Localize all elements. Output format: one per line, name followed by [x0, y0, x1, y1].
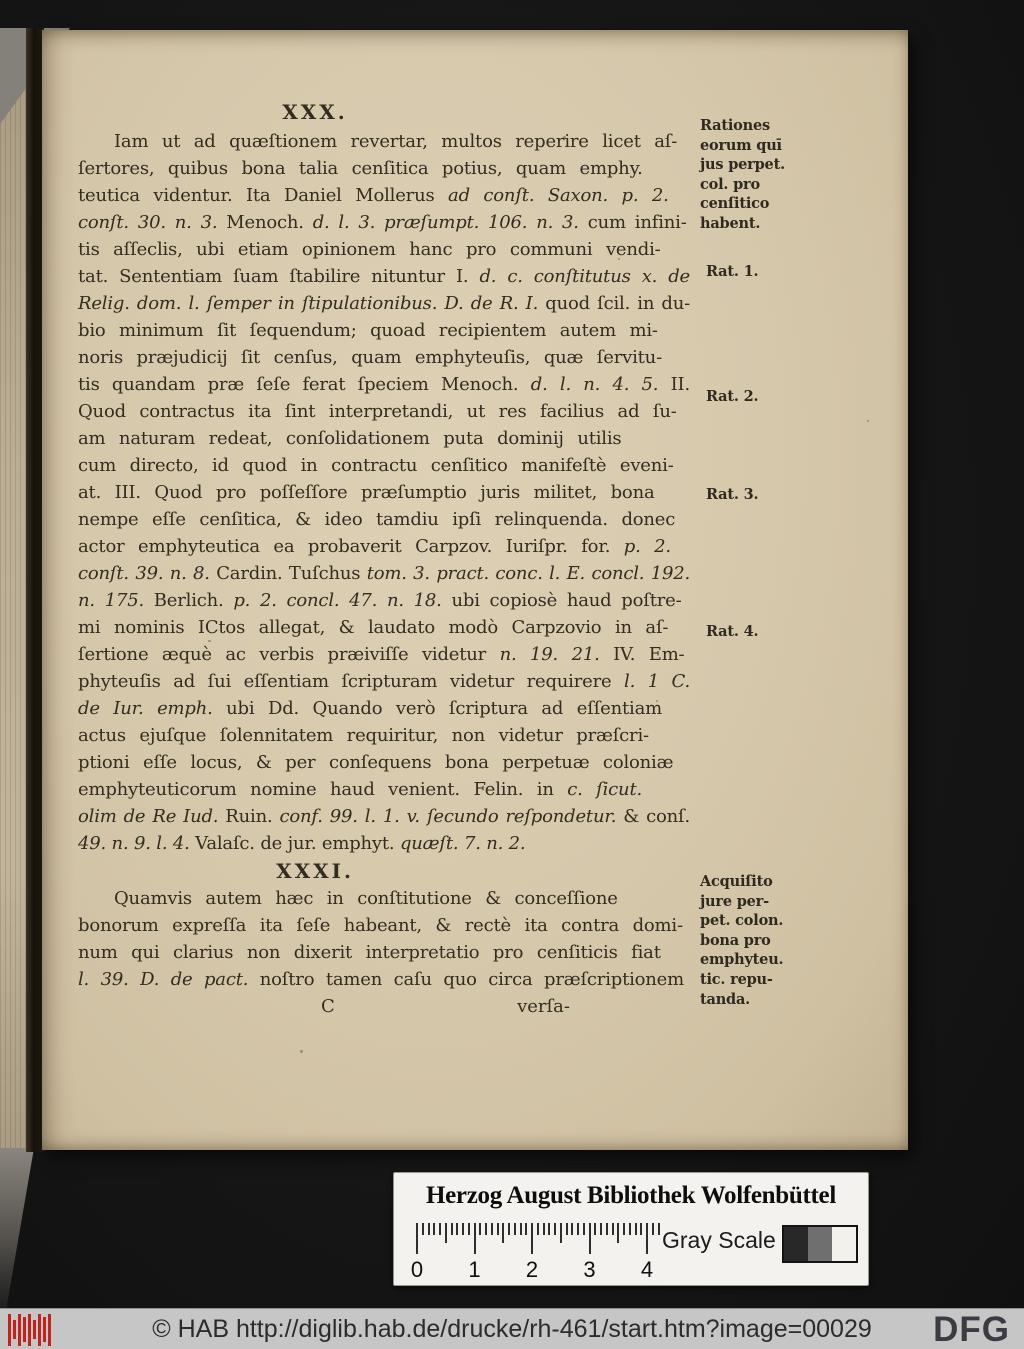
margin-note-line: cenſitico: [700, 195, 770, 213]
printed-text-block: [78, 96, 690, 1020]
text-line: phyteuſis ad ſui eſſentiam ſcripturam videtur requirere l. 1 C.: [78, 671, 690, 692]
margin-note-acquisito: [700, 872, 810, 1009]
text-line: 49. n. 9. l. 4. Valaſc. de jur. emphyt. quæſt. 7. n. 2.: [78, 833, 526, 854]
library-scale-plate: [393, 1172, 869, 1286]
signature-mark: C: [321, 996, 335, 1017]
gray-scale-patches: [782, 1225, 858, 1263]
section-heading-xxx: XXX.: [282, 100, 348, 124]
margin-note-line: col. pro: [700, 175, 760, 193]
text-line: mi nominis ICtos allegat, & laudato modò Carpzovio in aſ-: [78, 617, 669, 638]
ruler-ticks: [416, 1223, 671, 1257]
text-line: bonorum expreſſa ita ſeſe habeant, & rectè ita contra domi-: [78, 915, 683, 936]
color-registration-mark: [8, 1309, 51, 1349]
text-line: num qui clarius non dixerit interpretatio pro cenſiticis fiat: [78, 942, 661, 963]
viewer-footer-bar: [0, 1308, 1024, 1349]
text-line: de Iur. emph. ubi Dd. Quando verò ſcriptura ad eſſentiam: [78, 698, 662, 719]
margin-note-rationes: [700, 116, 810, 234]
text-line: l. 39. D. de pact. noſtro tamen caſu quo circa præſcriptionem: [78, 969, 685, 990]
text-line: n. 175. Berlich. p. 2. concl. 47. n. 18. ubi copiosè haud poſtre-: [78, 590, 682, 611]
gray-patch: [832, 1227, 856, 1261]
margin-note-line: emphyteu.: [700, 951, 784, 969]
margin-note-line: pet. colon.: [700, 912, 784, 930]
paragraph-xxx: [78, 128, 690, 857]
margin-note-line: Rationes: [700, 117, 770, 134]
signature-line: [78, 993, 690, 1020]
margin-note-line: bona pro: [700, 931, 771, 949]
text-line: bio minimum ſit ſequendum; quoad recipientem autem mi-: [78, 320, 658, 341]
margin-note-line: eorum quī: [700, 136, 782, 154]
margin-note-line: habent.: [700, 214, 761, 232]
gray-scale-label: Gray Scale: [662, 1227, 776, 1253]
catchword: verſa-: [517, 996, 570, 1017]
paper-speck: [867, 420, 869, 422]
margin-note-line: tanda.: [700, 990, 751, 1008]
text-line: Quamvis autem hæc in conſtitutione & conceſſione: [114, 888, 618, 909]
ruler-number: 1: [468, 1257, 481, 1282]
text-line: at. III. Quod pro poſſeſſore præſumptio juris militet, bona: [78, 482, 655, 503]
text-line: ptioni eſſe locus, & per conſequens bona perpetuæ coloniæ: [78, 752, 674, 773]
text-line: tis aſſeclis, ubi etiam opinionem hanc pro communi vendi-: [78, 239, 661, 260]
text-line: nempe eſſe cenſitica, & ideo tamdiu ipſi relinquenda. donec: [78, 509, 676, 530]
section-heading-xxxi: XXXI.: [276, 859, 354, 883]
text-line: olim de Re Iud. Ruin. conf. 99. l. 1. v. ſecundo reſpondetur. & conſ.: [78, 806, 690, 827]
margin-note-line: jure per-: [700, 892, 769, 910]
text-line: teutica videntur. Ita Daniel Mollerus ad conſt. Saxon. p. 2.: [78, 185, 669, 206]
text-line: conſt. 39. n. 8. Cardin. Tuſchus tom. 3. pract. conc. l. E. concl. 192.: [78, 563, 691, 584]
margin-note-rat-4: Rat. 4.: [706, 623, 759, 640]
paragraph-xxxi: [78, 885, 690, 993]
text-line: Quod contractus ita ſint interpretandi, ut res facilius ad ſu-: [78, 401, 677, 422]
text-line: conſt. 30. n. 3. Menoch. d. l. 3. præſumpt. 106. n. 3. cum infini-: [78, 212, 687, 233]
ruler-number: 3: [583, 1257, 596, 1282]
margin-note-rat-2: Rat. 2.: [706, 388, 759, 405]
text-line: noris præjudicij ſit cenſus, quam emphyteuſis, quæ ſervitu-: [78, 347, 662, 368]
paper-speck: [300, 1050, 303, 1053]
gray-patch: [808, 1227, 832, 1261]
ruler-numbers: [410, 1257, 671, 1282]
ruler-number: 2: [525, 1257, 539, 1282]
gray-patch: [784, 1227, 808, 1261]
margin-note-line: Acquiſito: [700, 873, 773, 890]
scan-cradle-bottom: [0, 1148, 34, 1310]
margin-note-line: jus perpet.: [700, 156, 785, 174]
dfg-logo: DFG: [933, 1310, 1010, 1349]
text-line: am naturam redeat, conſolidationem puta dominij utilis: [78, 428, 622, 449]
ruler-number: 4: [640, 1257, 654, 1282]
text-line: ſertores, quibus bona talia cenſitica potius, quam emphy.: [78, 158, 643, 179]
text-line: ſertione æquè ac verbis præiviſſe videtur n. 19. 21. IV. Em-: [78, 644, 685, 665]
margin-note-line: tic. repu-: [700, 970, 773, 988]
text-line: Relig. dom. l. ſemper in ſtipulationibus. D. de R. I. quod ſcil. in du-: [78, 293, 690, 314]
ruler-number: 0: [410, 1257, 424, 1282]
text-line: tat. Sententiam ſuam ſtabilire nituntur I. d. c. conſtitutus x. de: [78, 266, 690, 287]
text-line: Iam ut ad quæſtionem revertar, multos reperire licet aſ-: [114, 131, 678, 152]
text-line: tis quandam præ ſeſe ferat ſpeciem Menoch. d. l. n. 4. 5. II.: [78, 374, 690, 395]
text-line: actus ejuſque ſolennitatem requiritur, non videtur præſcri-: [78, 725, 649, 746]
margin-note-rat-1: Rat. 1.: [706, 263, 759, 280]
library-name-label: Herzog August Bibliothek Wolfenbüttel: [425, 1182, 836, 1209]
copyright-url-text: © HAB http://diglib.hab.de/drucke/rh-461/start.htm?image=00029: [152, 1315, 872, 1343]
margin-note-rat-3: Rat. 3.: [706, 486, 759, 503]
text-line: actor emphyteutica ea probaverit Carpzov. Iuriſpr. for. p. 2.: [78, 536, 671, 557]
text-line: cum directo, id quod in contractu cenſitico manifeſtè eveni-: [78, 455, 674, 476]
text-line: emphyteuticorum nomine haud venient. Felin. in c. ſicut.: [78, 779, 643, 800]
